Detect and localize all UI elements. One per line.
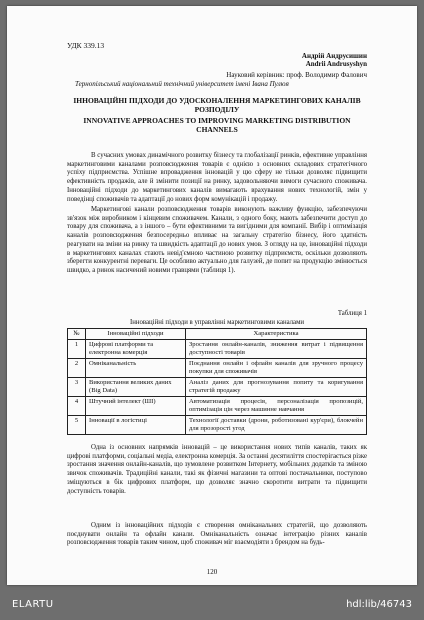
row-characteristic: Технології доставки (дрони, роботизовані кур'єри), блокчейн для прозорості угод	[186, 416, 367, 435]
table-row	[68, 340, 367, 359]
page-number: 120	[206, 568, 218, 576]
author-block	[302, 52, 367, 68]
paragraph-3: Одна із основних напрямків інновацій – це використання нових типів каналів, таких як цифрові платформи, соціальні медіа, електронна комерція. За останні десятиліття спостерігається різке зростання значення онлайн-каналів, що зумовлене розвитком Інтернету, мобільних додатків та зміною звичок споживачів. Традиційні канали, такі як фізичні магазини та оптові постачальники, поступово зміщуються в бік цифрових платформ, що дозволяє значно скоротити витрати та підвищити доступність товарів.	[67, 444, 368, 495]
row-number: 1	[68, 340, 86, 359]
row-characteristic: Автоматизація процесів, персоналізація пропозицій, оптимізація цін через машинне навчання	[186, 397, 367, 416]
approaches-table	[67, 328, 367, 435]
header-number: №	[68, 329, 86, 340]
paragraph-1: В сучасних умовах динамічного розвитку бізнесу та глобалізації ринків, ефективне управління маркетинговими каналами розповсюдження товарів є однією з основних складових стратегічного успіху підприємства. Успішне впровадження інновацій у цю сферу не тільки дозволяє підвищити ефективність продажів, але й змінити позиції на ринку, задовольняючи вимоги сучасного споживача. Інноваційні підходи до маркетингових каналів вимагають врахування нових технологій, змін у поведінці споживачів та адаптації до нових форм комунікацій і продажу.	[67, 152, 367, 203]
supervisor: Науковий керівник: проф. Володимир Фалович	[226, 71, 367, 79]
author-name-ua: Андрій Андрусишин	[301, 52, 367, 60]
paragraph-4: Одним із інноваційних підходів є створення омніканальних стратегій, що дозволяють поєднувати онлайн та офлайн канали. Омніканальність означає інтеграцію різних каналів розповсюдження товарів таким чином, щоб споживач міг взаємодіяти з брендом на будь-	[67, 522, 367, 547]
row-characteristic: Аналіз даних для прогнозування попиту та коригування стратегій продажу	[186, 378, 367, 397]
table-row	[68, 416, 367, 435]
repository-label: ELARTU	[12, 599, 54, 610]
row-approach: Інновації в логістиці	[86, 416, 186, 435]
handle-identifier[interactable]: hdl:lib/46743	[346, 599, 412, 610]
row-characteristic: Поєднання онлайн і офлайн каналів для зручного процесу покупки для споживачів	[186, 359, 367, 378]
udk-code: УДК 339.13	[67, 41, 105, 50]
row-approach: Використання великих даних (Big Data)	[86, 378, 186, 397]
header-characteristic: Характеристика	[186, 329, 367, 340]
document-page	[7, 6, 417, 585]
table-row	[68, 378, 367, 397]
table-row	[68, 397, 367, 416]
header-approach: Інноваційні підходи	[86, 329, 186, 340]
row-approach: Штучний інтелект (ШІ)	[86, 397, 186, 416]
table-number: Таблиця 1	[337, 310, 367, 317]
table-caption: Інноваційні підходи в управлінні маркетинговими каналами	[129, 319, 305, 326]
author-name-en: Andrii Andrusyshyn	[305, 60, 367, 68]
row-number: 2	[68, 359, 86, 378]
affiliation: Тернопільський національний технічний університет імені Івана Пулюя	[75, 80, 289, 88]
row-approach: Омніканальність	[86, 359, 186, 378]
row-number: 3	[68, 378, 86, 397]
paragraph-2: Маркетингові канали розповсюдження товарів виконують важливу функцію, забезпечуючи зв'язок між виробником і кінцевим споживачем. Канали, з одного боку, мають забезпечити доступ до товару для споживача, а з іншого – бути ефективними та вигідними для компанії. Вибір і оптимізація каналів розповсюдження безпосередньо впливає на загальну стратегію бізнесу, його здатність реагувати на зміни на ринку та швидкість адаптації до нових умов. З огляду на це, інноваційні підходи в маркетингових каналах стають невід'ємною частиною розвитку підприємств, оскільки дозволяють зберегти конкурентні переваги. Це особливо актуально для галузей, де попит на продукцію змінюється швидко, а ринок насичений новими гравцями (таблиця 1).	[67, 206, 367, 274]
row-approach: Цифрові платформи та електронна комерція	[86, 340, 186, 359]
title-en: INNOVATIVE APPROACHES TO IMPROVING MARKETING DISTRIBUTION CHANNELS	[83, 116, 351, 134]
row-number: 5	[68, 416, 86, 435]
title-ua: ІННОВАЦІЙНІ ПІДХОДИ ДО УДОСКОНАЛЕННЯ МАРКЕТИНГОВИХ КАНАЛІВ РОЗПОДІЛУ	[73, 96, 361, 114]
table-row	[68, 359, 367, 378]
table-header-row	[68, 329, 367, 340]
row-characteristic: Зростання онлайн-каналів, зниження витрат і підвищення доступності товарів	[186, 340, 367, 359]
row-number: 4	[68, 397, 86, 416]
